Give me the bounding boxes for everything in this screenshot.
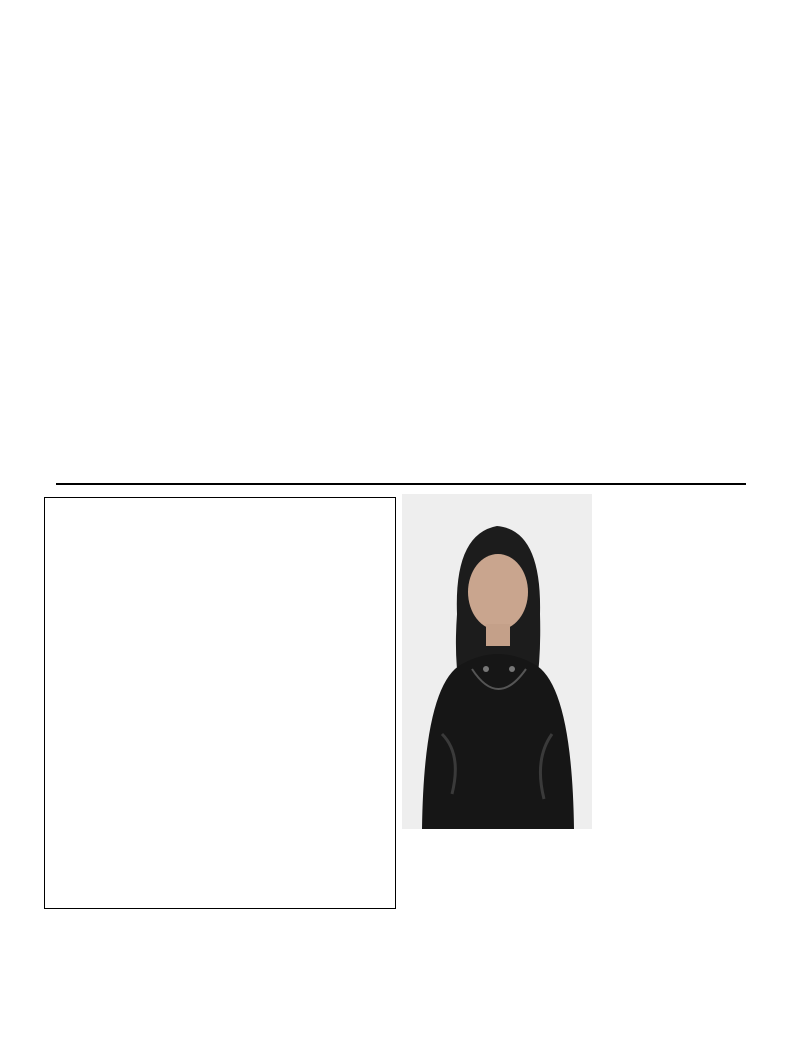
section-divider [56, 483, 746, 485]
article2-body [62, 567, 392, 912]
poet-portrait-photo [402, 494, 592, 829]
article2-side-column [598, 494, 746, 839]
article2-bottom-text [402, 836, 746, 946]
article1-right-column [408, 42, 744, 472]
portrait-illustration [402, 494, 592, 829]
article1-left-column [56, 42, 398, 452]
